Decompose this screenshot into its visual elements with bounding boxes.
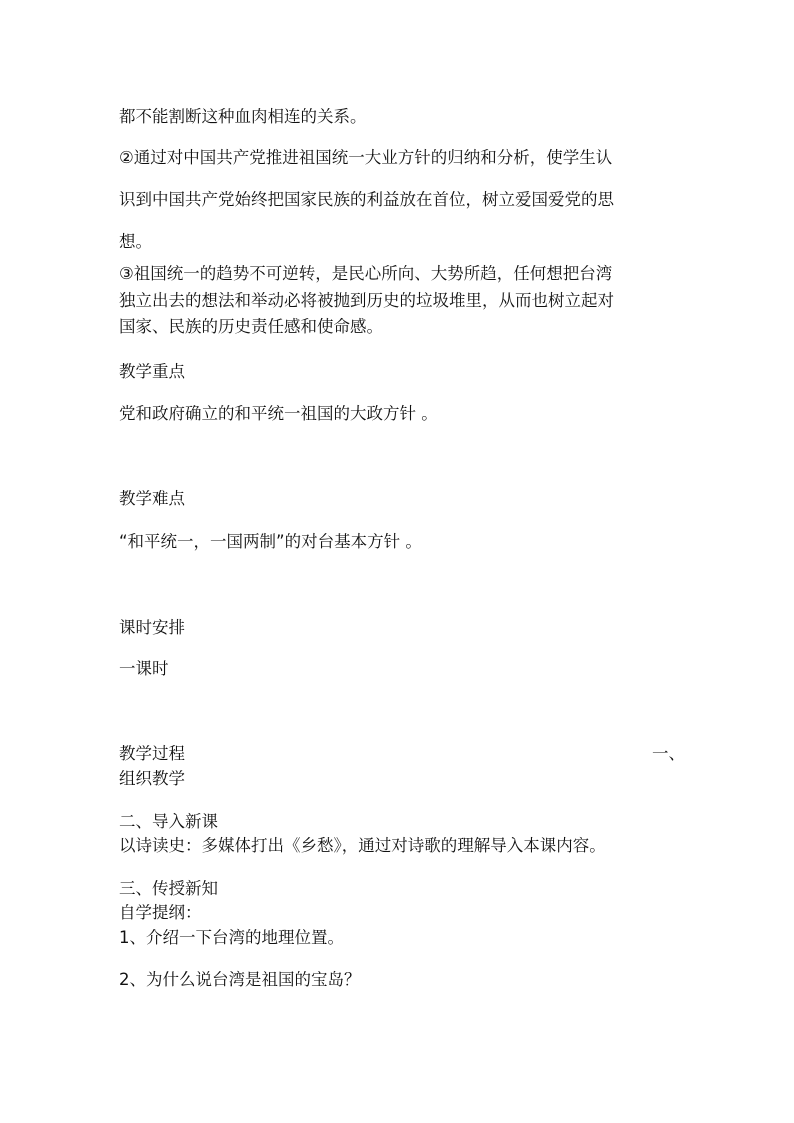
self-study-heading: 自学提纲： (119, 903, 202, 922)
key-point-text: 党和政府确立的和平统一祖国的大政方针 。 (119, 404, 438, 423)
question-1: 1、介绍一下台湾的地理位置。 (119, 928, 344, 947)
step-two-heading: 二、导入新课 (119, 812, 218, 831)
body-line-1: 都不能割断这种血肉相连的关系。 (119, 107, 367, 126)
question-2: 2、为什么说台湾是祖国的宝岛？ (119, 970, 361, 989)
body-line-3: 识到中国共产党始终把国家民族的利益放在首位，树立爱国爱党的思 (119, 190, 614, 209)
body-line-4: 想。 (119, 232, 152, 251)
difficulty-text: “和平统一，一国两制”的对台基本方针 。 (119, 532, 422, 551)
process-heading: 教学过程 (119, 744, 185, 763)
body-line-6: 独立出去的想法和举动必将被抛到历史的垃圾堆里，从而也树立起对 (119, 291, 614, 310)
process-step-one-prefix: 一、 (652, 744, 685, 763)
process-step-one-text: 组织教学 (119, 769, 185, 788)
body-line-2: ②通过对中国共产党推进祖国统一大业方针的归纳和分析，使学生认 (119, 148, 613, 167)
body-line-5: ③祖国统一的趋势不可逆转，是民心所向、大势所趋，任何想把台湾 (119, 264, 613, 283)
schedule-text: 一课时 (119, 659, 169, 678)
schedule-heading: 课时安排 (119, 618, 185, 637)
step-two-text: 以诗读史：多媒体打出《乡愁》，通过对诗歌的理解导入本课内容。 (119, 836, 606, 855)
key-point-heading: 教学重点 (119, 362, 185, 381)
step-three-heading: 三、传授新知 (119, 879, 218, 898)
body-line-7: 国家、民族的历史责任感和使命感。 (119, 317, 383, 336)
difficulty-heading: 教学难点 (119, 489, 185, 508)
